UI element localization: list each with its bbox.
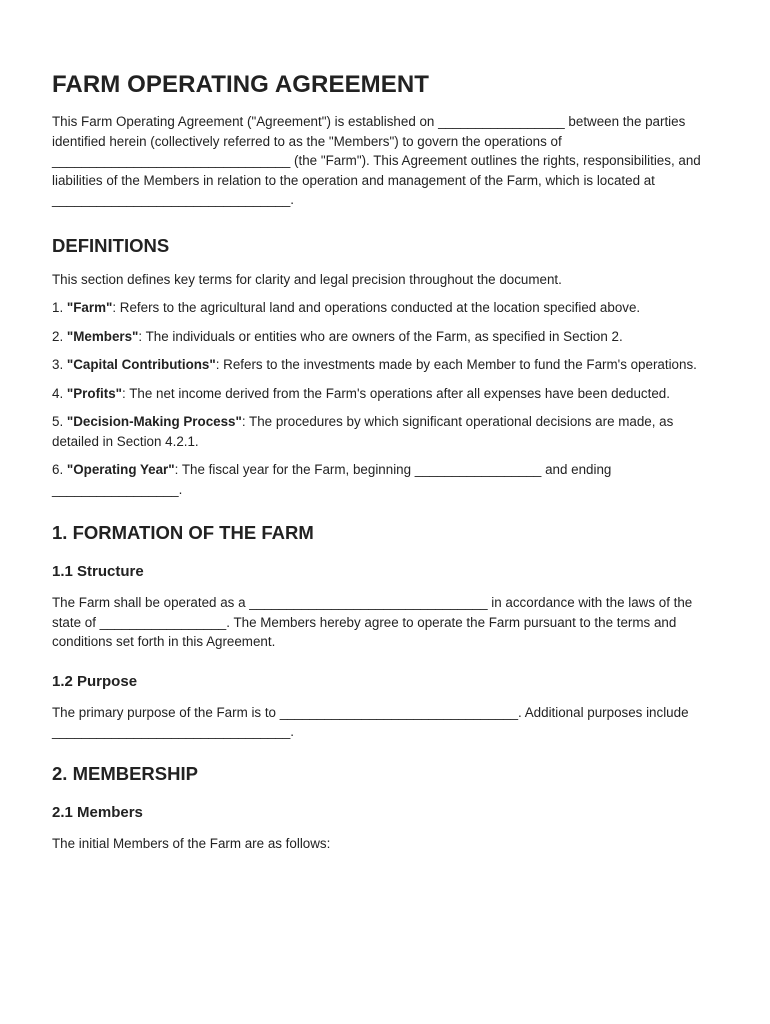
- definition-text: : The net income derived from the Farm's operations after all expenses have been deducted.: [122, 385, 670, 401]
- intro-paragraph: This Farm Operating Agreement ("Agreement") is established on _________________ between the parties identified herein (collectively referred to as the "Members") to govern the operations of ________________________________ (the "Farm"). This Agreement outlines the rights, responsibilities, and liabilities of the Members in relation to the operation and management of the Farm, which is located at ________________________________.: [52, 114, 701, 207]
- definition-text: : The individuals or entities who are owners of the Farm, as specified in Section 2.: [138, 328, 623, 344]
- definition-term: "Capital Contributions": [66, 357, 216, 372]
- definitions-list: [52, 298, 720, 499]
- section-1-heading: 1. FORMATION OF THE FARM: [52, 522, 314, 543]
- definition-term: "Operating Year": [66, 462, 175, 477]
- definition-text: : The fiscal year for the Farm, beginning _________________ and ending _________________.: [52, 462, 612, 497]
- section-2-1-heading: 2.1 Members: [52, 803, 143, 821]
- section-1-2-text: The primary purpose of the Farm is to ________________________________. Additional purposes include ________________________________.: [52, 704, 689, 739]
- definition-number: 3.: [52, 357, 64, 372]
- definition-number: 1.: [52, 300, 64, 315]
- definition-number: 2.: [52, 328, 64, 344]
- definition-item: [52, 384, 720, 404]
- definition-text: : The procedures by which significant operational decisions are made, as detailed in Section 4.2.1.: [52, 414, 674, 449]
- section-2-heading: 2. MEMBERSHIP: [52, 762, 198, 784]
- definition-number: 6.: [52, 462, 64, 477]
- definition-number: 5.: [52, 414, 64, 429]
- section-1-1-heading: 1.1 Structure: [52, 563, 144, 580]
- definition-item: [52, 298, 720, 318]
- definition-term: "Members": [66, 328, 139, 344]
- definition-item: [52, 327, 720, 347]
- definition-term: "Farm": [66, 300, 113, 315]
- definition-item: [52, 355, 720, 375]
- definition-item: [52, 412, 720, 451]
- definition-text: : Refers to the investments made by each Member to fund the Farm's operations.: [215, 357, 697, 372]
- document-page: [52, 70, 720, 853]
- definition-number: 4.: [52, 385, 64, 401]
- definition-text: : Refers to the agricultural land and operations conducted at the location specified above.: [112, 300, 641, 315]
- section-1-2-heading: 1.2 Purpose: [52, 672, 138, 690]
- section-1-1-text: The Farm shall be operated as a ________________________________ in accordance with the laws of the state of _________________. The Members hereby agree to operate the Farm pursuant to the terms and conditions set forth in this Agreement.: [52, 595, 693, 649]
- definition-term: "Decision-Making Process": [66, 414, 242, 429]
- section-2-1-text: The initial Members of the Farm are as follows:: [52, 835, 331, 851]
- definition-term: "Profits": [66, 385, 123, 401]
- definitions-lead: This section defines key terms for clarity and legal precision throughout the document.: [52, 271, 562, 287]
- definition-item: [52, 460, 720, 499]
- document-title: FARM OPERATING AGREEMENT: [52, 71, 430, 98]
- definitions-heading: DEFINITIONS: [52, 234, 170, 256]
